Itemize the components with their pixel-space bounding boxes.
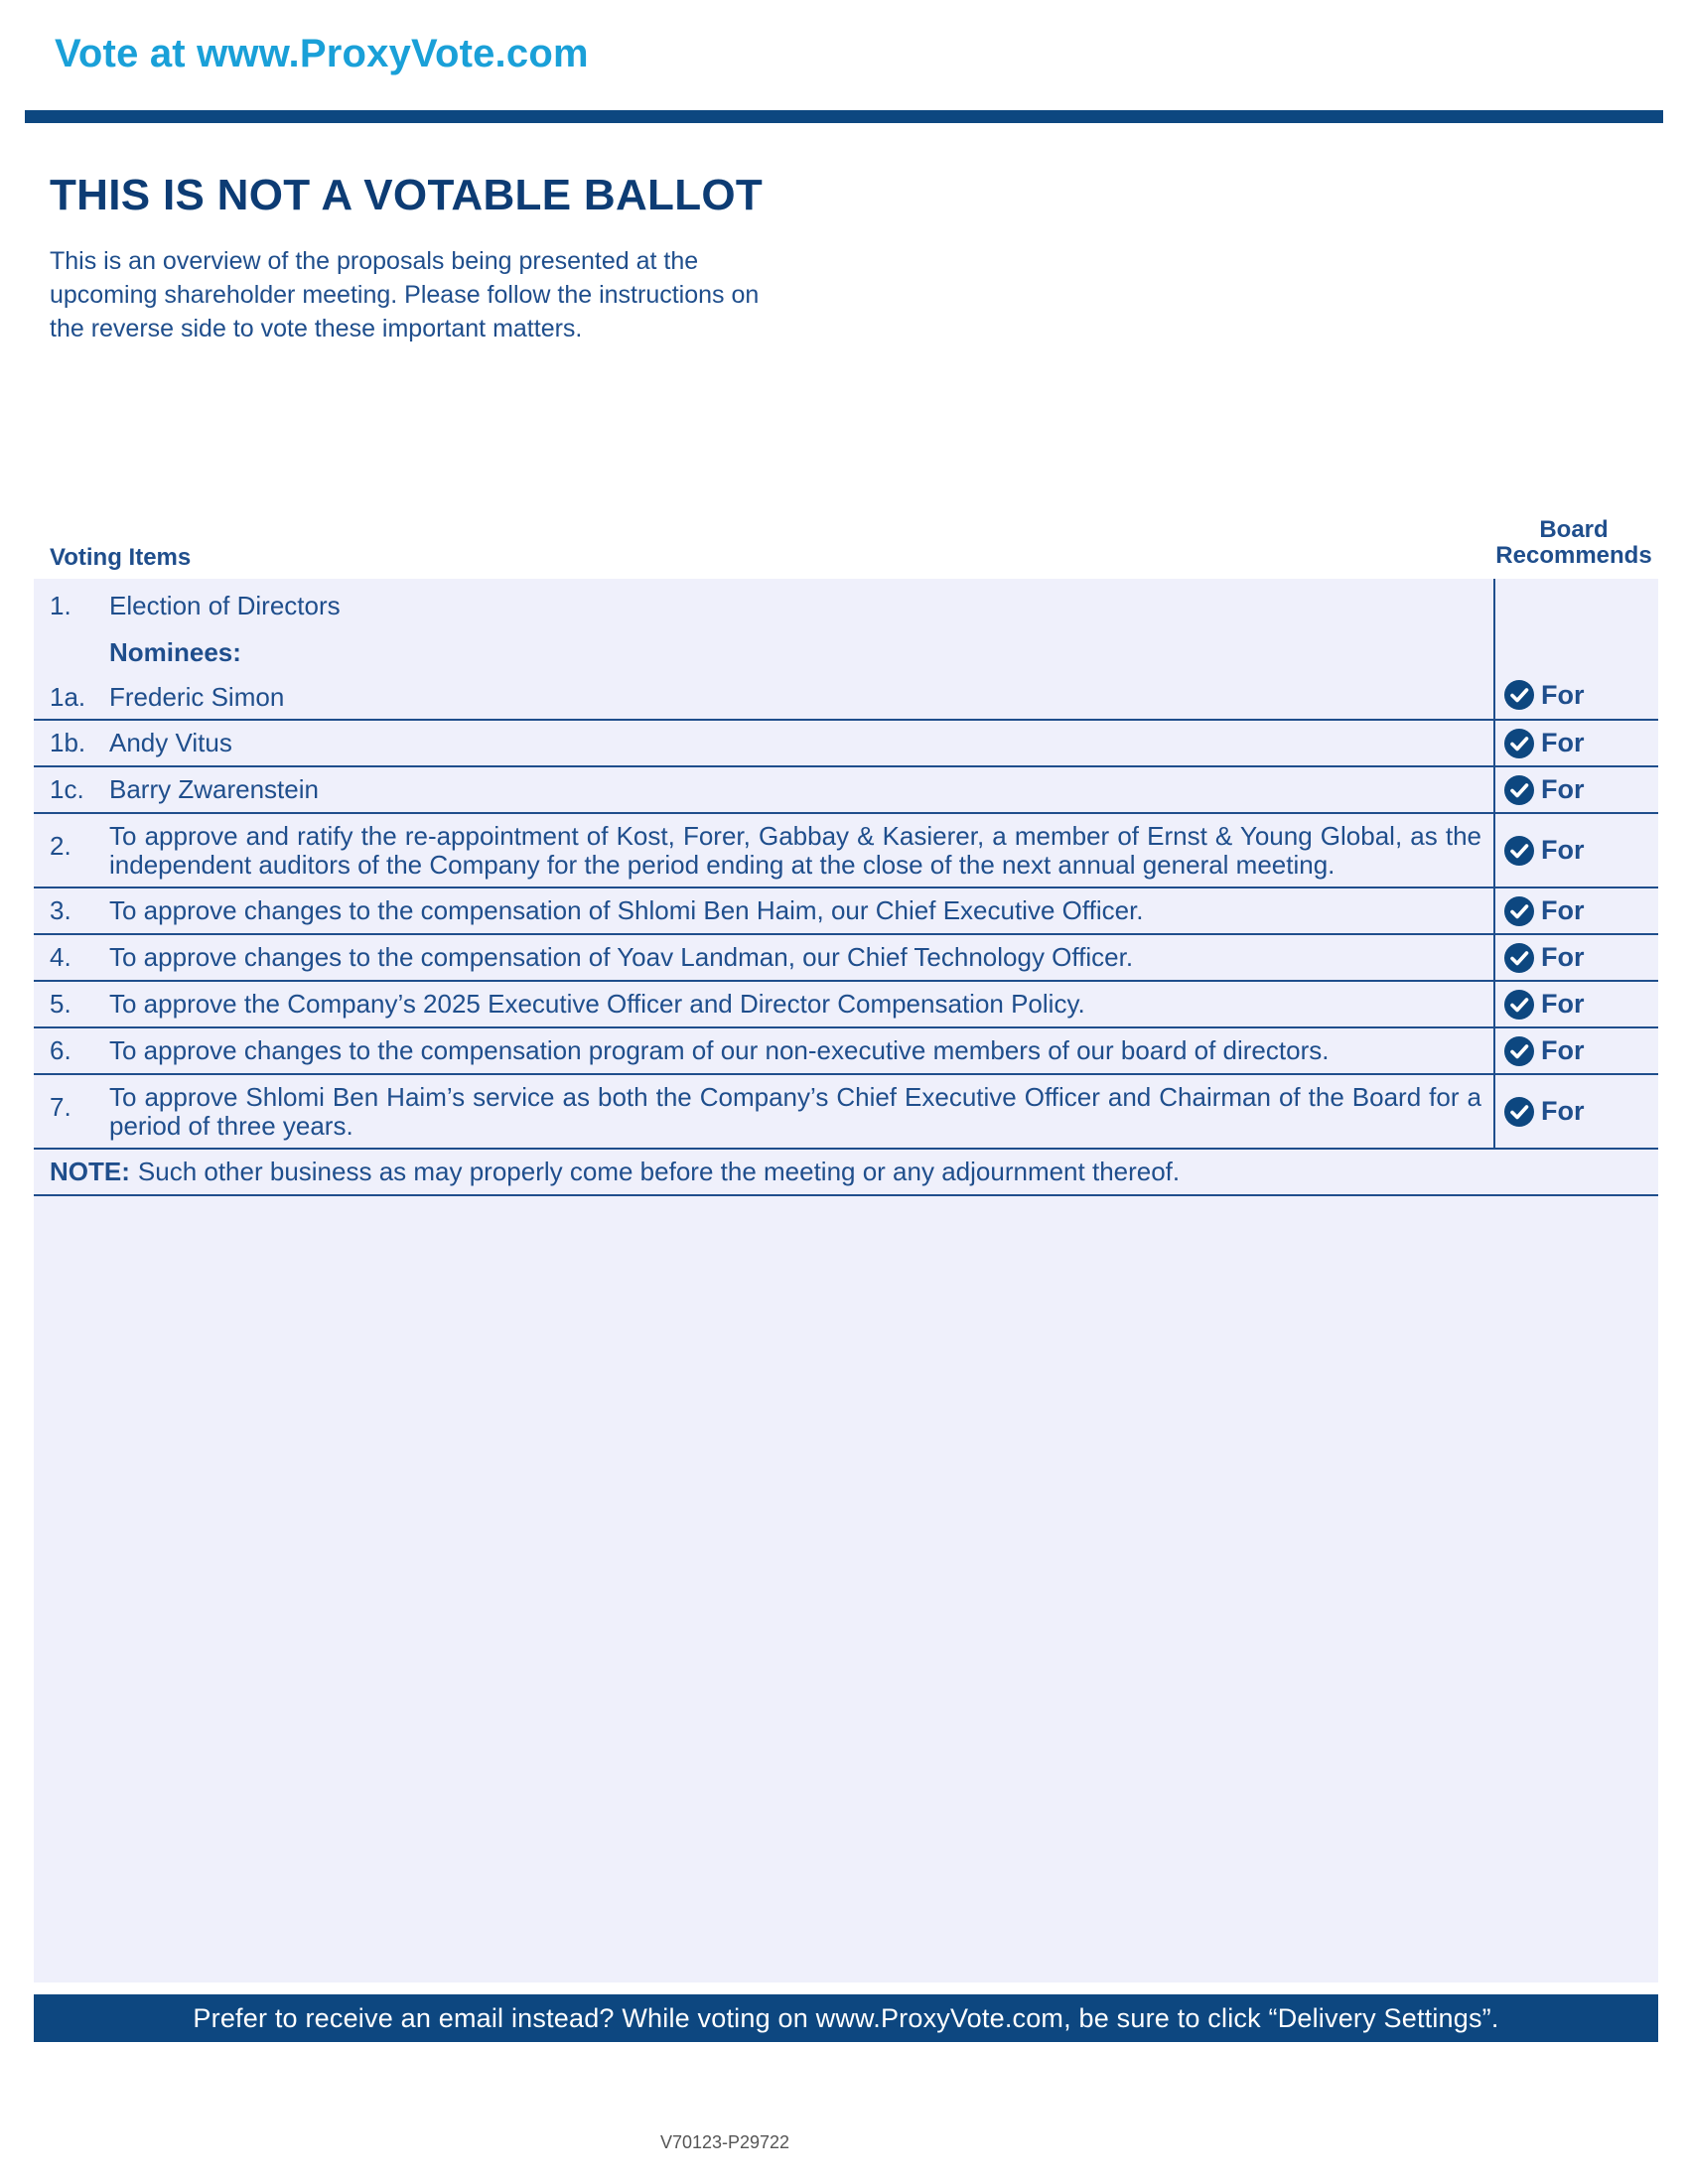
nominee-row-1a <box>50 682 284 713</box>
board-recommendation <box>1493 888 1658 933</box>
item-number: 1c. <box>50 774 84 804</box>
header-divider <box>25 110 1663 123</box>
check-circle-icon <box>1503 989 1535 1021</box>
proposal-row-2 <box>34 814 1658 888</box>
board-recommendation <box>1493 1028 1658 1073</box>
board-recommendation <box>1493 935 1658 980</box>
proposal-row-3 <box>34 888 1658 935</box>
nominee-row-1c <box>34 767 1658 814</box>
item-number: 5. <box>50 989 71 1019</box>
board-recommendation <box>1493 1075 1658 1148</box>
item-number: 7. <box>50 1091 71 1122</box>
intro-line: This is an overview of the proposals being presented at the <box>50 247 699 275</box>
election-block <box>34 579 1658 721</box>
proposal-row-6 <box>34 1028 1658 1075</box>
check-circle-icon <box>1503 835 1535 867</box>
proposal-row-7 <box>34 1075 1658 1150</box>
nominees-label-row <box>50 637 241 668</box>
delivery-settings-banner <box>34 1994 1658 2042</box>
item-number: 1. <box>50 591 71 620</box>
nominees-label: Nominees: <box>109 637 241 667</box>
recommendation-label: For <box>1541 774 1585 804</box>
banner-text: Prefer to receive an email instead? While voting on www.ProxyVote.com, be sure to click “Delivery Settings”. <box>193 2002 1499 2033</box>
intro-line: the reverse side to vote these important matters. <box>50 315 583 342</box>
item-number: 6. <box>50 1035 71 1065</box>
board-recommendation <box>1493 579 1658 719</box>
item-text: Frederic Simon <box>109 682 285 712</box>
item-number: 1a. <box>50 682 86 712</box>
intro-line: upcoming shareholder meeting. Please follow the instructions on <box>50 281 760 309</box>
item-text: Election of Directors <box>109 591 341 620</box>
election-heading-row <box>50 591 341 621</box>
item-text: Barry Zwarenstein <box>109 774 319 804</box>
recommendation-label: For <box>1541 1096 1585 1126</box>
check-circle-icon <box>1503 1035 1535 1067</box>
recommendation-label: For <box>1541 942 1585 972</box>
voting-items-table <box>34 579 1658 1196</box>
item-text: To approve changes to the compensation program of our non-executive members of our board of directors. <box>109 1035 1330 1065</box>
check-circle-icon <box>1503 942 1535 974</box>
proposal-row-4 <box>34 935 1658 982</box>
page-title: THIS IS NOT A VOTABLE BALLOT <box>50 171 764 219</box>
note-label: NOTE: <box>50 1157 130 1186</box>
item-number: 3. <box>50 895 71 925</box>
board-recommendation <box>1493 982 1658 1026</box>
board-header-line2: Recommends <box>1495 542 1652 569</box>
board-header-line1: Board <box>1539 516 1609 543</box>
note-row <box>34 1150 1658 1196</box>
nominee-row-1b <box>34 721 1658 767</box>
recommendation-label: For <box>1541 989 1585 1019</box>
check-circle-icon <box>1503 728 1535 759</box>
vote-at-proxyvote-link[interactable]: Vote at www.ProxyVote.com <box>55 32 589 75</box>
voting-items-header: Voting Items <box>50 544 192 571</box>
check-circle-icon <box>1503 1096 1535 1128</box>
item-text: To approve the Company’s 2025 Executive Officer and Director Compensation Policy. <box>109 989 1085 1019</box>
item-text: To approve and ratify the re-appointment of Kost, Forer, Gabbay & Kasierer, a member of Ernst & Young Global, as the independent auditors of the Company for the period ending at the close of the next annual general meeting. <box>109 820 1481 880</box>
note-text: Such other business as may properly come before the meeting or any adjournment thereof. <box>137 1157 1181 1186</box>
document-code: V70123-P29722 <box>659 2132 790 2152</box>
recommendation-label: For <box>1541 1035 1585 1065</box>
board-recommendation <box>1493 767 1658 812</box>
item-text: To approve changes to the compensation of Yoav Landman, our Chief Technology Officer. <box>109 942 1134 972</box>
check-circle-icon <box>1503 679 1535 711</box>
board-recommendation <box>1493 814 1658 887</box>
item-text: Andy Vitus <box>109 728 232 757</box>
recommendation-label: For <box>1541 680 1585 710</box>
recommendation-label: For <box>1541 728 1585 757</box>
check-circle-icon <box>1503 774 1535 806</box>
item-number: 4. <box>50 942 71 972</box>
recommendation-label: For <box>1541 835 1585 865</box>
item-number: 1b. <box>50 728 86 757</box>
board-recommendation <box>1493 721 1658 765</box>
item-text: To approve Shlomi Ben Haim’s service as both the Company’s Chief Executive Officer and Chairman of the Board for a period of three years. <box>109 1081 1481 1141</box>
proposal-row-5 <box>34 982 1658 1028</box>
board-recommends-header <box>1494 517 1653 569</box>
item-text: To approve changes to the compensation of Shlomi Ben Haim, our Chief Executive Officer. <box>109 895 1144 925</box>
item-number: 2. <box>50 830 71 861</box>
check-circle-icon <box>1503 895 1535 927</box>
recommendation-label: For <box>1541 895 1585 925</box>
intro-paragraph <box>50 244 904 345</box>
